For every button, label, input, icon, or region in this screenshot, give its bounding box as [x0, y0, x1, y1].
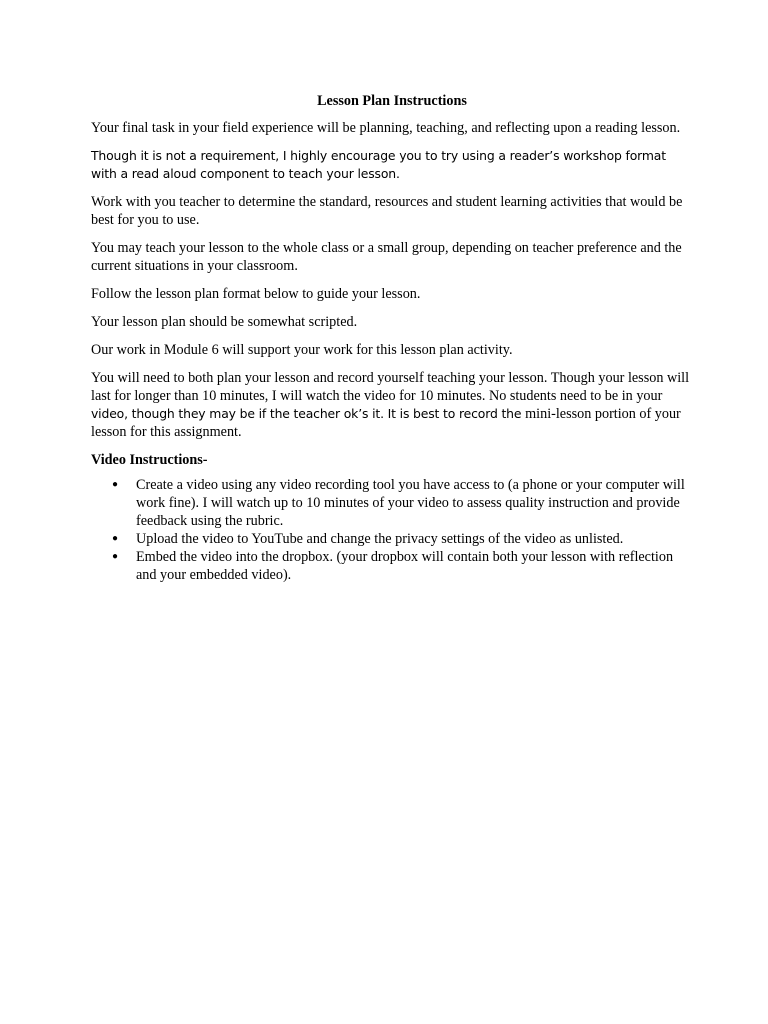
video-instructions-list [91, 476, 691, 584]
paragraph-text: Follow the lesson plan format below to guide your lesson. [91, 286, 421, 302]
paragraph-text: Your lesson plan should be somewhat scripted. [91, 314, 358, 330]
video-instructions-heading: Video Instructions- [91, 452, 208, 468]
paragraph-text: You will need to both plan your lesson and record yourself teaching your lesson. Though your lesson will last for longer than 10 minutes, I will watch the video for 10 minutes. No students need to be in your [91, 370, 690, 404]
paragraph-scripted [91, 313, 691, 331]
paragraph-text: Though it is not a requirement, I highly encourage you to try using a reader’s workshop format with a read aloud component to teach your lesson. [91, 148, 666, 181]
paragraph-text: Work with you teacher to determine the standard, resources and student learning activities that would be best for you to use. [91, 194, 683, 228]
list-item-text: Embed the video into the dropbox. (your dropbox will contain both your lesson with reflection and your embedded video). [136, 549, 674, 583]
list-item-text: Upload the video to YouTube and change the privacy settings of the video as unlisted. [136, 531, 624, 547]
document-title: Lesson Plan Instructions [317, 93, 467, 109]
paragraph-module-6 [91, 341, 691, 359]
list-item-text: Create a video using any video recording tool you have access to (a phone or your computer will work fine). I will watch up to 10 minutes of your video to assess quality instruction and provide feedback using the rubric. [136, 477, 685, 529]
bullet-icon: ● [112, 479, 119, 490]
paragraph-readers-workshop [91, 147, 691, 183]
paragraph-whole-class [91, 239, 691, 275]
list-item [91, 476, 691, 530]
document-body [91, 92, 691, 584]
bullet-icon: ● [112, 551, 119, 562]
paragraph-text: You may teach your lesson to the whole class or a small group, depending on teacher preference and the current situations in your classroom. [91, 240, 682, 274]
paragraph-work-with-teacher [91, 193, 691, 229]
list-item [91, 530, 691, 548]
paragraph-follow-format [91, 285, 691, 303]
bullet-icon: ● [112, 533, 119, 544]
paragraph-text: Our work in Module 6 will support your work for this lesson plan activity. [91, 342, 513, 358]
paragraph-final-task [91, 119, 691, 137]
paragraph-record-lesson [91, 369, 691, 441]
list-item [91, 548, 691, 584]
paragraph-text: Your final task in your field experience will be planning, teaching, and reflecting upon a reading lesson. [91, 120, 681, 136]
paragraph-text: mini-lesson portion of your lesson for this assignment. [91, 406, 681, 440]
paragraph-text-alt-font: video, though they may be if the teacher ok’s it. It is best to record the [91, 406, 526, 421]
